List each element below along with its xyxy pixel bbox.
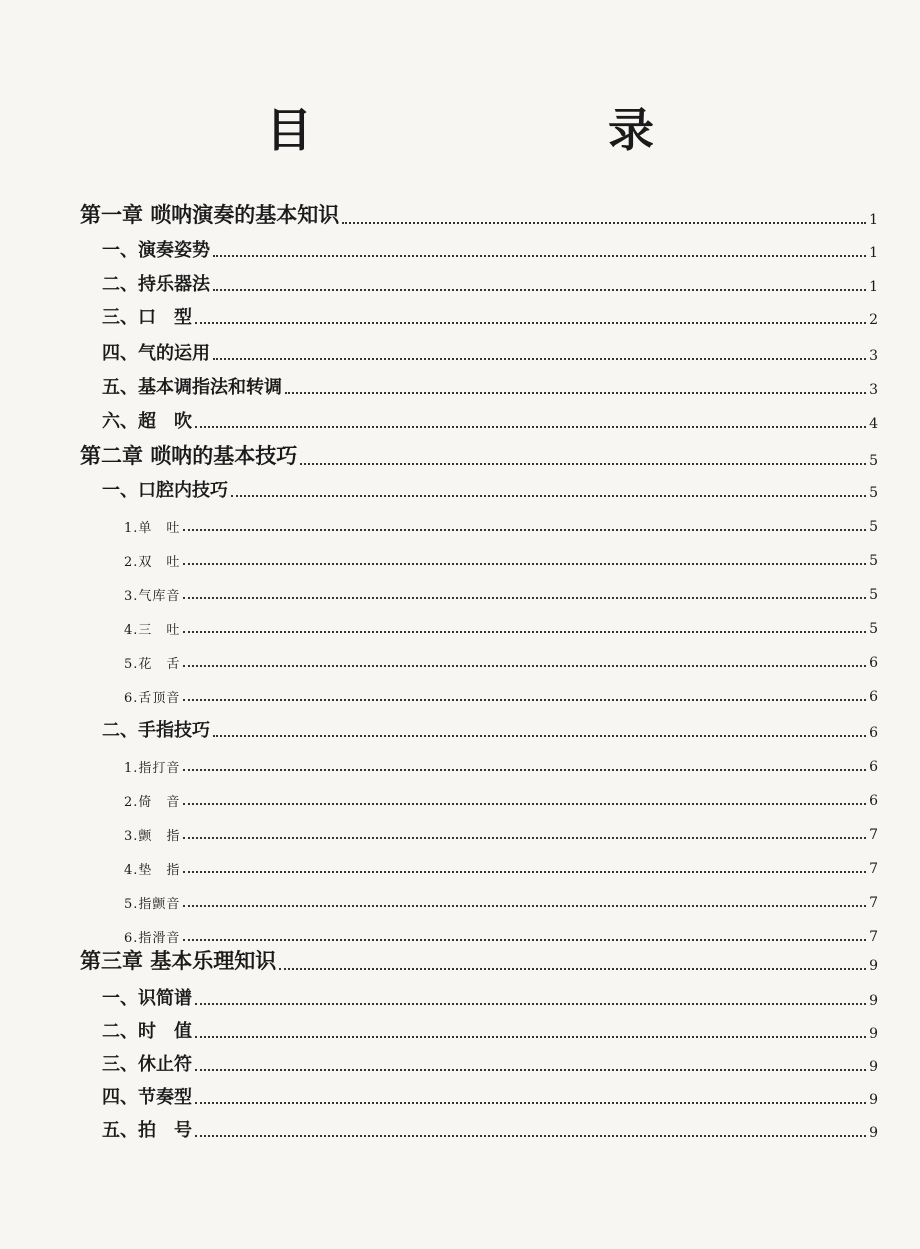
toc-entry-sub[interactable]	[124, 780, 878, 810]
toc-entry-label: 二、时 值	[102, 1021, 192, 1042]
toc-entry-label: 五、拍 号	[102, 1120, 192, 1141]
toc-page-number: 7	[869, 827, 878, 843]
dot-leader	[195, 1135, 866, 1137]
toc-page-number: 3	[869, 348, 878, 364]
toc-entry-sub[interactable]	[124, 540, 878, 570]
toc-entry-chapter[interactable]	[80, 945, 878, 975]
dot-leader	[213, 735, 866, 737]
toc-entry-label: 一、演奏姿势	[102, 240, 210, 261]
dot-leader	[183, 529, 866, 531]
toc-entry-label: 5.花 舌	[124, 657, 181, 672]
toc-entry-sub[interactable]	[124, 916, 878, 946]
toc-page-number: 5	[869, 519, 878, 535]
toc-entry-label: 四、节奏型	[102, 1087, 192, 1108]
toc-entry-section[interactable]	[102, 472, 878, 502]
dot-leader	[195, 426, 866, 428]
dot-leader	[183, 803, 866, 805]
toc-entry-chapter[interactable]	[80, 440, 878, 470]
toc-page-number: 1	[869, 279, 878, 295]
toc-entry-label: 6.舌顶音	[124, 691, 181, 706]
dot-leader	[231, 495, 866, 497]
toc-entry-label: 4.三 吐	[124, 623, 181, 638]
toc-entry-label: 三、休止符	[102, 1054, 192, 1075]
toc-page-number: 7	[869, 929, 878, 945]
toc-entry-section[interactable]	[102, 1013, 878, 1043]
toc-entry-label: 一、识简谱	[102, 988, 192, 1009]
toc-page-number: 9	[869, 1026, 878, 1042]
toc-entry-label: 4.垫 指	[124, 863, 181, 878]
toc-entry-label: 四、气的运用	[102, 343, 210, 364]
toc-entry-label: 1.单 吐	[124, 521, 181, 536]
dot-leader	[213, 289, 866, 291]
toc-entry-sub[interactable]	[124, 676, 878, 706]
toc-entry-label: 2.双 吐	[124, 555, 181, 570]
dot-leader	[300, 463, 866, 465]
toc-page-number: 3	[869, 382, 878, 398]
toc-entry-label: 二、手指技巧	[102, 720, 210, 741]
toc-entry-section[interactable]	[102, 1046, 878, 1076]
toc-entry-label: 6.指滑音	[124, 931, 181, 946]
toc-entry-label: 1.指打音	[124, 761, 181, 776]
toc-page-number: 5	[869, 553, 878, 569]
toc-page-number: 5	[869, 621, 878, 637]
toc-entry-section[interactable]	[102, 1079, 878, 1109]
toc-entry-sub[interactable]	[124, 642, 878, 672]
toc-entry-chapter[interactable]	[80, 199, 878, 229]
dot-leader	[213, 255, 866, 257]
toc-entry-sub[interactable]	[124, 506, 878, 536]
dot-leader	[183, 939, 866, 941]
toc-page-number: 6	[869, 793, 878, 809]
toc-page-number: 9	[869, 1125, 878, 1141]
dot-leader	[213, 358, 866, 360]
toc-entry-label: 3.颤 指	[124, 829, 181, 844]
toc-page-number: 9	[869, 1059, 878, 1075]
toc-page-number: 2	[869, 312, 878, 328]
toc-entry-label: 一、口腔内技巧	[102, 480, 228, 501]
toc-page-number: 5	[869, 485, 878, 501]
dot-leader	[183, 665, 866, 667]
toc-entry-label: 二、持乐器法	[102, 274, 210, 295]
toc-page-number: 9	[869, 958, 878, 974]
toc-entry-section[interactable]	[102, 1112, 878, 1142]
toc-entry-label: 三、口 型	[102, 307, 192, 328]
toc-page-number: 6	[869, 759, 878, 775]
toc-entry-section[interactable]	[102, 232, 878, 262]
toc-entry-section[interactable]	[102, 369, 878, 399]
toc-page-number: 9	[869, 1092, 878, 1108]
dot-leader	[285, 392, 866, 394]
toc-entry-sub[interactable]	[124, 848, 878, 878]
toc-entry-sub[interactable]	[124, 746, 878, 776]
dot-leader	[195, 1102, 866, 1104]
dot-leader	[195, 1003, 866, 1005]
toc-entry-sub[interactable]	[124, 882, 878, 912]
dot-leader	[183, 837, 866, 839]
toc-page-number: 1	[869, 245, 878, 261]
toc-page-number: 4	[869, 416, 878, 432]
toc-page-number: 7	[869, 895, 878, 911]
dot-leader	[195, 1036, 866, 1038]
toc-entry-label: 五、基本调指法和转调	[102, 377, 282, 398]
toc-page-number: 1	[869, 212, 878, 228]
toc-entry-section[interactable]	[102, 980, 878, 1010]
toc-entry-label: 第一章 唢呐演奏的基本知识	[80, 202, 340, 227]
toc-entry-section[interactable]	[102, 266, 878, 296]
dot-leader	[342, 222, 866, 224]
dot-leader	[195, 1069, 866, 1071]
toc-page-number: 5	[869, 453, 878, 469]
dot-leader	[183, 769, 866, 771]
toc-page-number: 9	[869, 993, 878, 1009]
toc-entry-label: 5.指颤音	[124, 897, 181, 912]
toc-page-number: 6	[869, 725, 878, 741]
toc-entry-label: 六、超 吹	[102, 411, 192, 432]
toc-entry-label: 第二章 唢呐的基本技巧	[80, 443, 298, 468]
toc-page-number: 6	[869, 655, 878, 671]
toc-entry-label: 2.倚 音	[124, 795, 181, 810]
dot-leader	[279, 968, 866, 970]
toc-entry-label: 第三章 基本乐理知识	[80, 948, 277, 973]
page-title: 目 录	[266, 103, 722, 157]
toc-page-number: 6	[869, 689, 878, 705]
dot-leader	[183, 597, 866, 599]
toc-entry-label: 3.气库音	[124, 589, 181, 604]
toc-page-number: 7	[869, 861, 878, 877]
toc-entry-section[interactable]	[102, 335, 878, 365]
dot-leader	[183, 631, 866, 633]
toc-page-number: 5	[869, 587, 878, 603]
toc-entry-section[interactable]	[102, 403, 878, 433]
dot-leader	[183, 563, 866, 565]
toc-entry-section[interactable]	[102, 712, 878, 742]
dot-leader	[195, 322, 866, 324]
dot-leader	[183, 905, 866, 907]
toc-entry-sub[interactable]	[124, 608, 878, 638]
toc-entry-section[interactable]	[102, 299, 878, 329]
toc-entry-sub[interactable]	[124, 814, 878, 844]
dot-leader	[183, 699, 866, 701]
toc-entry-sub[interactable]	[124, 574, 878, 604]
dot-leader	[183, 871, 866, 873]
